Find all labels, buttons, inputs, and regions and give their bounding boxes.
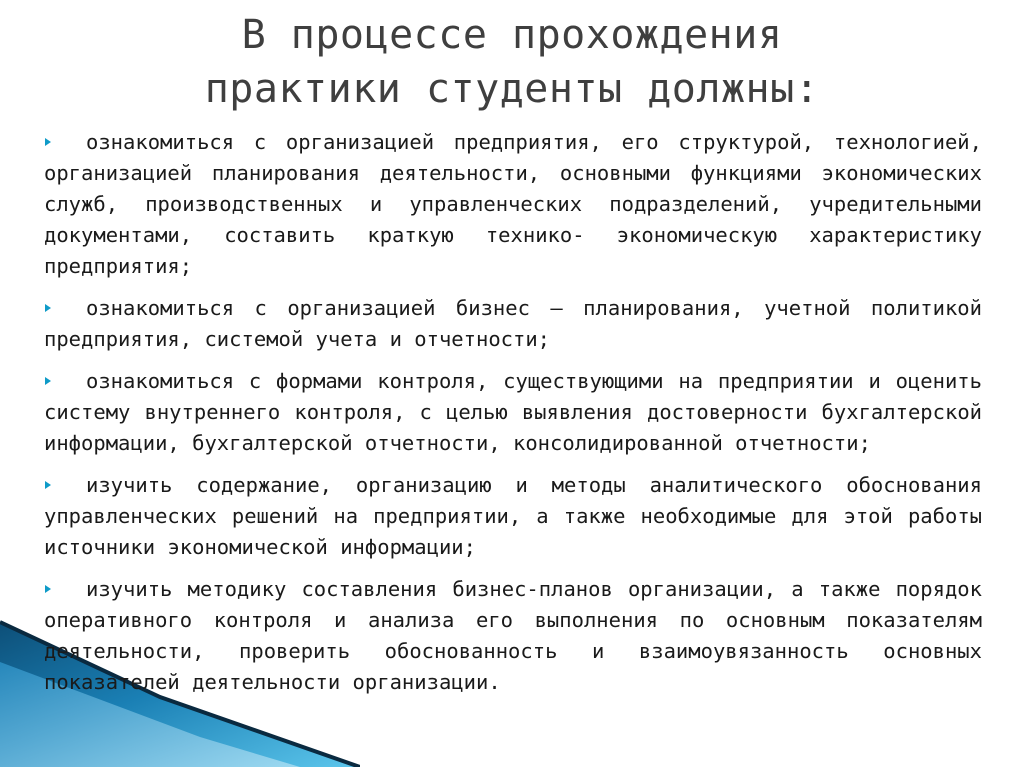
triangle-right-icon [45,138,51,146]
bullet-item [44,470,982,563]
bullet-text: ознакомиться с формами контроля, существующими на предприятии и оценить систему внутреннего контроля, с целью выявления достоверности бухгалтерской информации, бухгалтерской отчетности, консолидированной отчетности; [44,369,982,455]
triangle-right-icon [45,377,51,385]
triangle-right-icon [45,304,51,312]
bullet-item [44,366,982,459]
bullet-text: изучить методику составления бизнес-планов организации, а также порядок оперативного контроля и анализа его выполнения по основным показателям деятельности, проверить обоснованность и взаимоувязанность основных показателей деятельности организации. [44,577,982,694]
slide-title-line-2: практики студенты должны: [204,66,820,112]
triangle-right-icon [45,585,51,593]
bullet-text: изучить содержание, организацию и методы аналитического обоснования управленческих решений на предприятии, а также необходимые для этой работы источники экономической информации; [44,473,982,559]
triangle-right-icon [45,481,51,489]
bullet-item [44,127,982,282]
bullet-text: ознакомиться с организацией предприятия, его структурой, технологией, организацией планирования деятельности, основными функциями экономических служб, производственных и управленческих подразделений, учредительными документами, составить краткую технико- экономическую характеристику предприятия; [44,130,982,278]
bullet-text: ознакомиться с организацией бизнес – планирования, учетной политикой предприятия, системой учета и отчетности; [44,296,982,351]
bullet-list [44,127,982,709]
bullet-item [44,293,982,355]
slide-title-line-1: В процессе прохождения [241,12,783,58]
slide-title [0,8,1024,116]
bullet-item [44,574,982,698]
